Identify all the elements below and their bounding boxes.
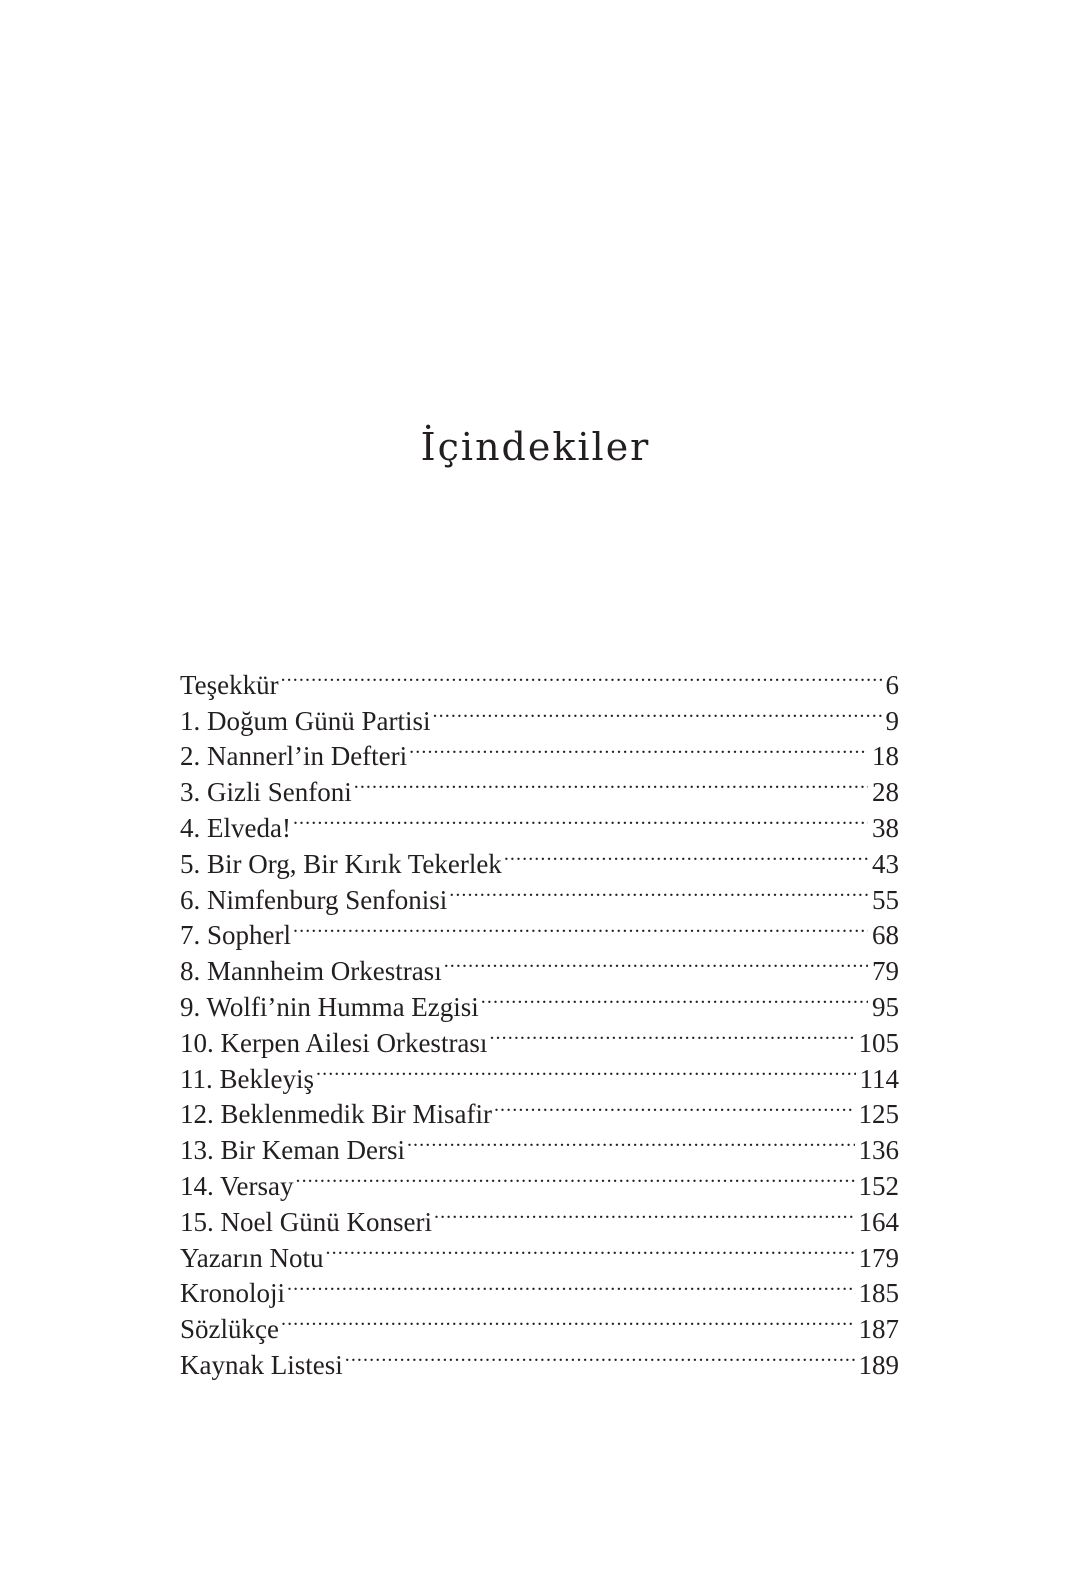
dot-leader — [295, 1159, 854, 1195]
toc-entry-page: 95 — [872, 991, 899, 1022]
toc-entry-label: 15. Noel Günü Konseri — [180, 1206, 432, 1237]
toc-entry-page: 187 — [858, 1314, 899, 1345]
toc-entry-label: Kronoloji — [180, 1278, 285, 1309]
toc-entry-page: 189 — [858, 1349, 899, 1380]
toc-entry-page: 125 — [858, 1099, 899, 1130]
toc-entry-label: 1. Doğum Günü Partisi — [180, 705, 431, 736]
toc-entry-label: 12. Beklenmedik Bir Misafir — [180, 1099, 492, 1130]
toc-entry-label: 4. Elveda! — [180, 812, 291, 843]
page-title: İçindekiler — [420, 425, 651, 469]
toc-entry-label: 3. Gizli Senfoni — [180, 777, 352, 808]
dot-leader — [434, 1195, 855, 1231]
dot-leader — [444, 944, 868, 980]
toc-entry-page: 68 — [872, 920, 899, 951]
dot-leader — [494, 1088, 855, 1124]
toc-entry-label: 8. Mannheim Orkestrası — [180, 956, 442, 987]
toc-entry-page: 18 — [872, 741, 899, 772]
toc-entry-page: 164 — [858, 1206, 899, 1237]
toc-entry-label: 2. Nannerl’in Defteri — [180, 741, 408, 772]
toc-entry-page: 28 — [872, 777, 899, 808]
table-of-contents — [180, 658, 899, 1380]
dot-leader — [281, 1302, 855, 1338]
toc-entry-label: Yazarın Notu — [180, 1242, 324, 1273]
toc-entry[interactable] — [180, 1338, 899, 1380]
toc-entry-label: 10. Kerpen Ailesi Orkestrası — [180, 1027, 488, 1058]
toc-entry-label: 14. Versay — [180, 1170, 294, 1201]
toc-entry-label: Kaynak Listesi — [180, 1349, 343, 1380]
toc-entry-label: 6. Nimfenburg Senfonisi — [180, 884, 448, 915]
toc-entry-label: 13. Bir Keman Dersi — [180, 1135, 405, 1166]
toc-entry-page: 136 — [858, 1135, 899, 1166]
dot-leader — [293, 801, 868, 837]
toc-entry-page: 179 — [858, 1242, 899, 1273]
dot-leader — [281, 658, 882, 694]
toc-entry-page: 105 — [858, 1027, 899, 1058]
dot-leader — [316, 1052, 856, 1088]
toc-entry-page: 185 — [858, 1278, 899, 1309]
dot-leader — [407, 1123, 855, 1159]
toc-entry-page: 9 — [885, 705, 899, 736]
dot-leader — [354, 765, 868, 801]
toc-entry-page: 6 — [885, 669, 899, 700]
dot-leader — [504, 837, 868, 873]
toc-entry[interactable] — [180, 1267, 899, 1309]
toc-entry-label: 9. Wolfi’nin Humma Ezgisi — [180, 991, 479, 1022]
toc-entry-page: 38 — [872, 812, 899, 843]
toc-entry-page: 55 — [872, 884, 899, 915]
toc-entry-page: 152 — [858, 1170, 899, 1201]
toc-entry[interactable] — [180, 1302, 899, 1345]
toc-entry-label: Teşekkür — [180, 669, 279, 700]
dot-leader — [481, 980, 868, 1016]
dot-leader — [489, 1016, 854, 1052]
dot-leader — [449, 873, 868, 909]
toc-entry-label: 11. Bekleyiş — [180, 1063, 314, 1094]
toc-entry-label: Sözlükçe — [180, 1314, 279, 1345]
toc-entry-page: 114 — [859, 1063, 899, 1094]
toc-entry[interactable] — [180, 694, 899, 736]
dot-leader — [293, 909, 868, 945]
dot-leader — [433, 694, 882, 730]
toc-entry-label: 7. Sopherl — [180, 920, 291, 951]
toc-entry-label: 5. Bir Org, Bir Kırık Tekerlek — [180, 848, 502, 879]
toc-entry-page: 43 — [872, 848, 899, 879]
dot-leader — [345, 1338, 855, 1374]
toc-entry-page: 79 — [872, 956, 899, 987]
dot-leader — [409, 730, 868, 766]
dot-leader — [326, 1231, 855, 1267]
dot-leader — [287, 1267, 855, 1303]
toc-entry[interactable] — [180, 658, 899, 700]
